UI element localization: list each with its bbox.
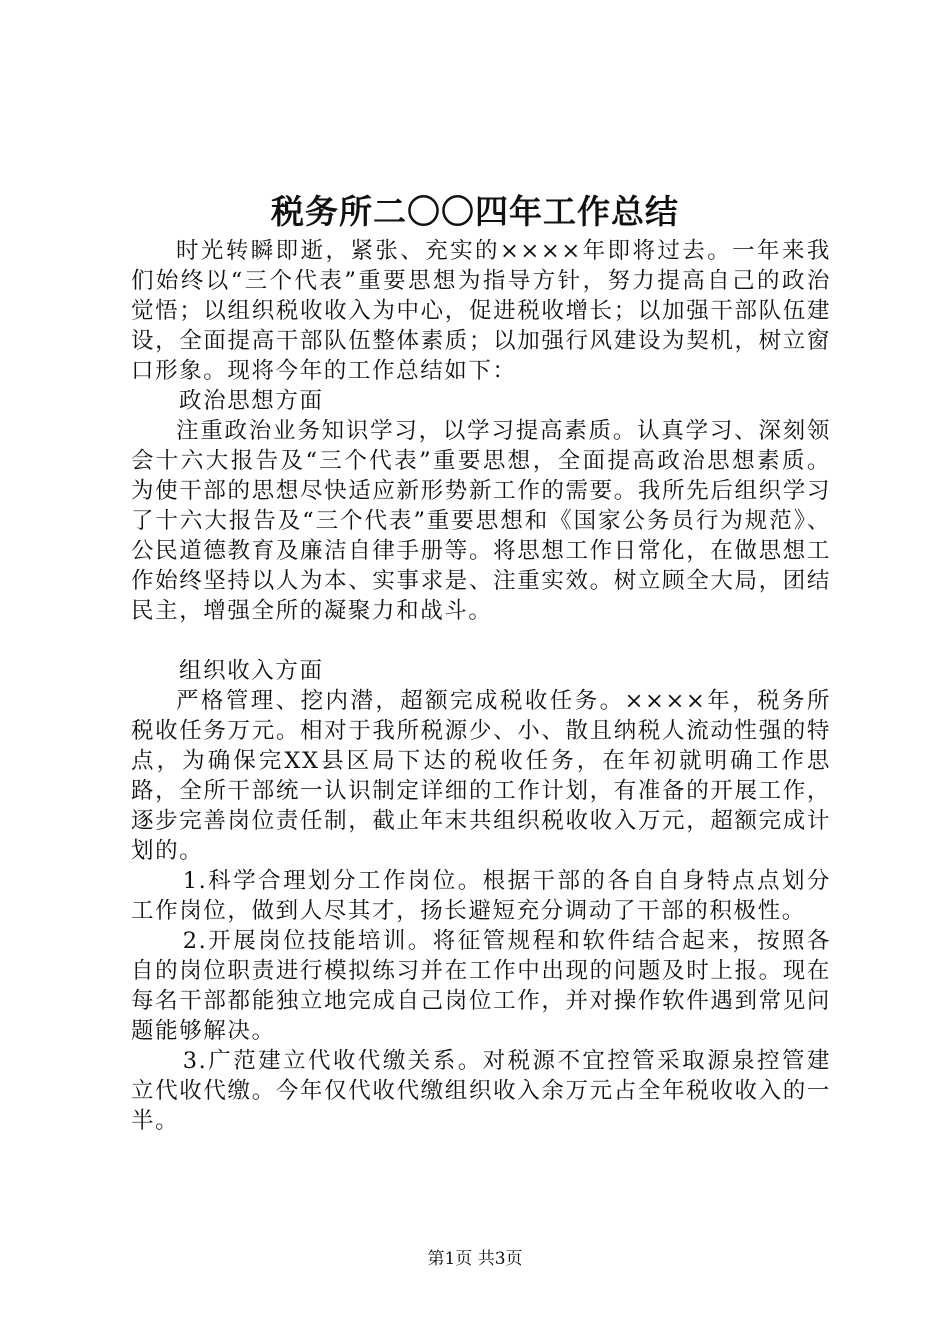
politics-paragraph: 注重政治业务知识学习，以学习提高素质。认真学习、深刻领会十六大报告及“三个代表”重要思想，全面提高政治思想素质。为使干部的思想尽快适应新形势新工作的需要。我所先后组织学习了十六大报告及“三个代表”重要思想和《国家公务员行为规范》、公民道德教育及廉洁自律手册等。将思想工作日常化，在做思想工作始终坚持以人为本、实事求是、注重实效。树立顾全大局，团结民主，增强全所的凝聚力和战斗。 [131, 418, 831, 624]
intro-paragraph: 时光转瞬即逝，紧张、充实的××××年即将过去。一年来我们始终以“三个代表”重要思想为指导方针，努力提高自己的政治觉悟；以组织税收收入为中心，促进税收增长；以加强干部队伍建设，全面提高干部队伍整体素质；以加强行风建设为契机，树立窗口形象。现将今年的工作总结如下： [131, 238, 831, 384]
page-footer: 第1页 共3页 [427, 1249, 523, 1269]
section-heading-revenue: 组织收入方面 [179, 658, 324, 684]
document-title: 税务所二〇〇四年工作总结 [271, 192, 679, 231]
section-heading-politics: 政治思想方面 [179, 388, 324, 414]
list-item-2: 2.开展岗位技能培训。将征管规程和软件结合起来，按照各自的岗位职责进行模拟练习并在工作中出现的问题及时上报。现在每名干部都能独立地完成自己岗位工作，并对操作软件遇到常见问题能够解决。 [131, 928, 831, 1044]
document-body [131, 236, 831, 1136]
list-item-1: 1.科学合理划分工作岗位。根据干部的各自自身特点点划分工作岗位，做到人尽其才，扬长避短充分调动了干部的积极性。 [131, 868, 831, 924]
paragraph-gap [131, 626, 831, 656]
revenue-paragraph: 严格管理、挖内潜，超额完成税收任务。××××年，税务所税收任务万元。相对于我所税源少、小、散且纳税人流动性强的特点，为确保完XX县区局下达的税收任务，在年初就明确工作思路，全所干部统一认识制定详细的工作计划，有准备的开展工作，逐步完善岗位责任制，截止年末共组织税收收入万元，超额完成计划的。 [131, 688, 831, 864]
list-item-3: 3.广范建立代收代缴关系。对税源不宜控管采取源泉控管建立代收代缴。今年仅代收代缴组织收入余万元占全年税收收入的一半。 [131, 1048, 831, 1134]
